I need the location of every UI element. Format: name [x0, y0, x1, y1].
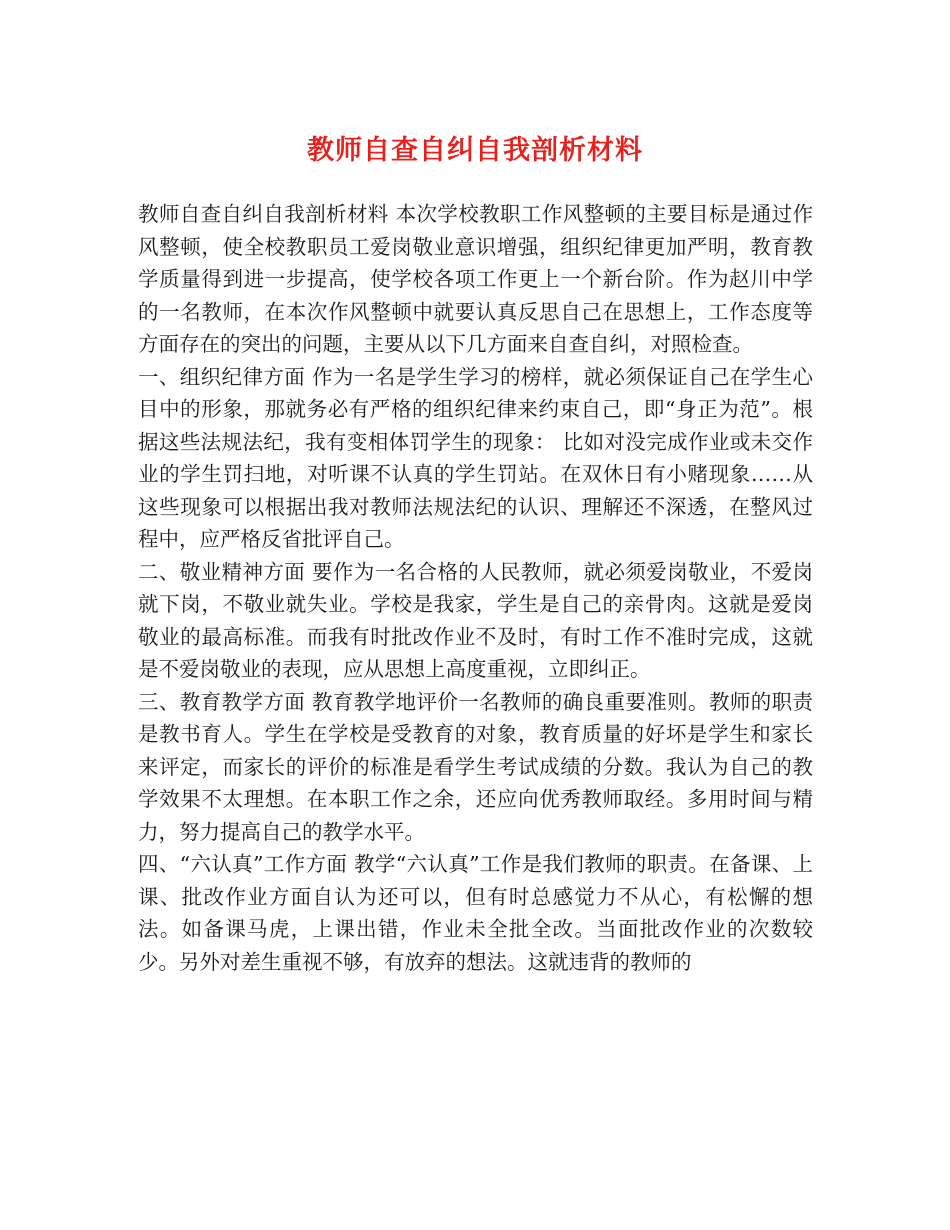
paragraph-dedication: 二、敬业精神方面 要作为一名合格的人民教师，就必须爱岗敬业，不爱岗就下岗，不敬业就失业。学校是我家，学生是自己的亲骨肉。这就是爱岗敬业的最高标准。而我有时批改作业不及时，有时工作不准时完成，这就是不爱岗敬业的表现，应从思想上高度重视，立即纠正。 — [138, 559, 813, 681]
paragraph-teaching: 三、教育教学方面 教育教学地评价一名教师的确良重要准则。教师的职责是教书育人。学生在学校是受教育的对象，教育质量的好坏是学生和家长来评定，而家长的评价的标准是看学生考试成绩的分数。我认为自己的教学效果不太理想。在本职工作之余，还应向优秀教师取经。多用时间与精力，努力提高自己的教学水平。 — [138, 689, 813, 844]
paragraph-six-diligence: 四、“六认真”工作方面 教学“六认真”工作是我们教师的职责。在备课、上课、批改作业方面自认为还可以，但有时总感觉力不从心，有松懈的想法。如备课马虎，上课出错，作业未全批全改。当面批改作业的次数较少。另外对差生重视不够，有放弃的想法。这就违背的教师的 — [138, 852, 813, 974]
paragraph-discipline: 一、组织纪律方面 作为一名是学生学习的榜样，就必须保证自己在学生心目中的形象，那就务必有严格的组织纪律来约束自己，即“身正为范”。根据这些法规法纪，我有变相体罚学生的现象： 比如对没完成作业或未交作业的学生罚扫地，对听课不认真的学生罚站。在双休日有小赌现象……从这些现象可以根据出我对教师法规法纪的认识、理解还不深透，在整风过程中，应严格反省批评自己。 — [138, 364, 813, 551]
document-body — [138, 198, 813, 978]
document-title: 教师自查自纠自我剖析材料 — [307, 135, 643, 166]
paragraph-intro: 教师自查自纠自我剖析材料 本次学校教职工作风整顿的主要目标是通过作风整顿，使全校教职员工爱岗敬业意识增强，组织纪律更加严明，教育教学质量得到进一步提高，使学校各项工作更上一个新台阶。作为赵川中学的一名教师，在本次作风整顿中就要认真反思自己在思想上，工作态度等方面存在的突出的问题，主要从以下几方面来自查自纠，对照检查。 — [138, 202, 813, 356]
